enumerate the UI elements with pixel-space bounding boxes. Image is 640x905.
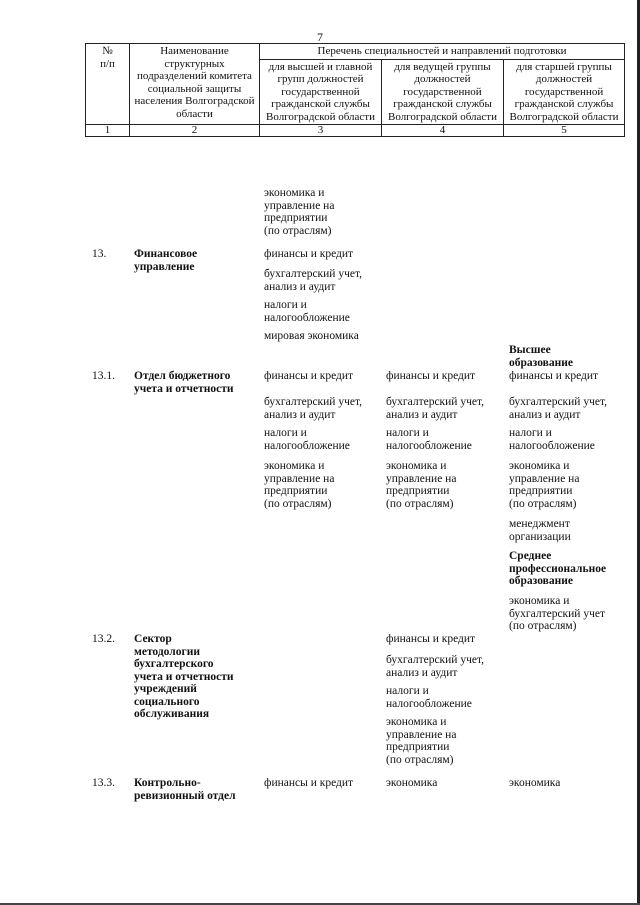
- row-number: 13.: [92, 248, 107, 260]
- specialty: бухгалтерский учет, анализ и аудит: [509, 396, 608, 421]
- unit-name: Отдел бюджетного учета и отчетности: [134, 370, 234, 395]
- col-number: 1: [86, 125, 130, 137]
- specialty: бухгалтерский учет, анализ и аудит: [386, 654, 485, 679]
- specialty: бухгалтерский учет, анализ и аудит: [264, 268, 363, 293]
- unit-name: Сектор методологии бухгалтерского учета и отчетности учреждений социального обслуживания: [134, 633, 234, 720]
- header-col-group: Перечень специальностей и направлений подготовки: [260, 44, 625, 60]
- header-col4: для ведущей группы должностей государственной гражданской службы Волгоградской области: [382, 59, 504, 125]
- col-number: 5: [504, 125, 625, 137]
- specialty: экономика и управление на предприятии (по отраслям): [509, 460, 580, 510]
- header-col-num: № п/п: [86, 44, 130, 125]
- col-number: 3: [260, 125, 382, 137]
- specialty: экономика и бухгалтерский учет (по отраслям): [509, 595, 605, 632]
- header-col-name: Наименование структурных подразделений комитета социальной защиты населения Волгоградской области: [130, 44, 260, 125]
- header-col3: для высшей и главной групп должностей государственной гражданской службы Волгоградской области: [260, 59, 382, 125]
- specialty: экономика и управление на предприятии (по отраслям): [386, 460, 457, 510]
- education-heading: Высшее образование: [509, 344, 573, 369]
- specialty: финансы и кредит: [264, 777, 354, 789]
- specialty: налоги и налогообложение: [509, 427, 595, 452]
- specialty: бухгалтерский учет, анализ и аудит: [386, 396, 485, 421]
- unit-name: Контрольно- ревизионный отдел: [134, 777, 236, 802]
- specialty: бухгалтерский учет, анализ и аудит: [264, 396, 363, 421]
- row-number: 13.1.: [92, 370, 115, 382]
- specialty: финансы и кредит: [509, 370, 599, 382]
- specialty: экономика: [509, 777, 561, 789]
- specialty: экономика и управление на предприятии (по отраслям): [264, 460, 335, 510]
- education-heading: Среднее профессиональное образование: [509, 550, 607, 587]
- specialty: экономика и управление на предприятии (по отраслям): [386, 716, 457, 766]
- specialty: налоги и налогообложение: [386, 427, 472, 452]
- table-header: [85, 43, 625, 137]
- col-number: 2: [130, 125, 260, 137]
- specialty: финансы и кредит: [386, 370, 476, 382]
- specialty: финансы и кредит: [264, 248, 354, 260]
- specialty: экономика: [386, 777, 438, 789]
- specialty: мировая экономика: [264, 330, 359, 342]
- page-number: 7: [317, 30, 323, 44]
- row-number: 13.2.: [92, 633, 115, 645]
- header-col5: для старшей группы должностей государственной гражданской службы Волгоградской области: [504, 59, 625, 125]
- specialty: налоги и налогообложение: [386, 685, 472, 710]
- specialty: финансы и кредит: [264, 370, 354, 382]
- specialty: налоги и налогообложение: [264, 299, 350, 324]
- specialty: налоги и налогообложение: [264, 427, 350, 452]
- continued-specialty: экономика и управление на предприятии (по отраслям): [264, 187, 335, 237]
- specialty: менеджмент организации: [509, 518, 571, 543]
- specialty: финансы и кредит: [386, 633, 476, 645]
- col-number: 4: [382, 125, 504, 137]
- row-number: 13.3.: [92, 777, 115, 789]
- unit-name: Финансовое управление: [134, 248, 198, 273]
